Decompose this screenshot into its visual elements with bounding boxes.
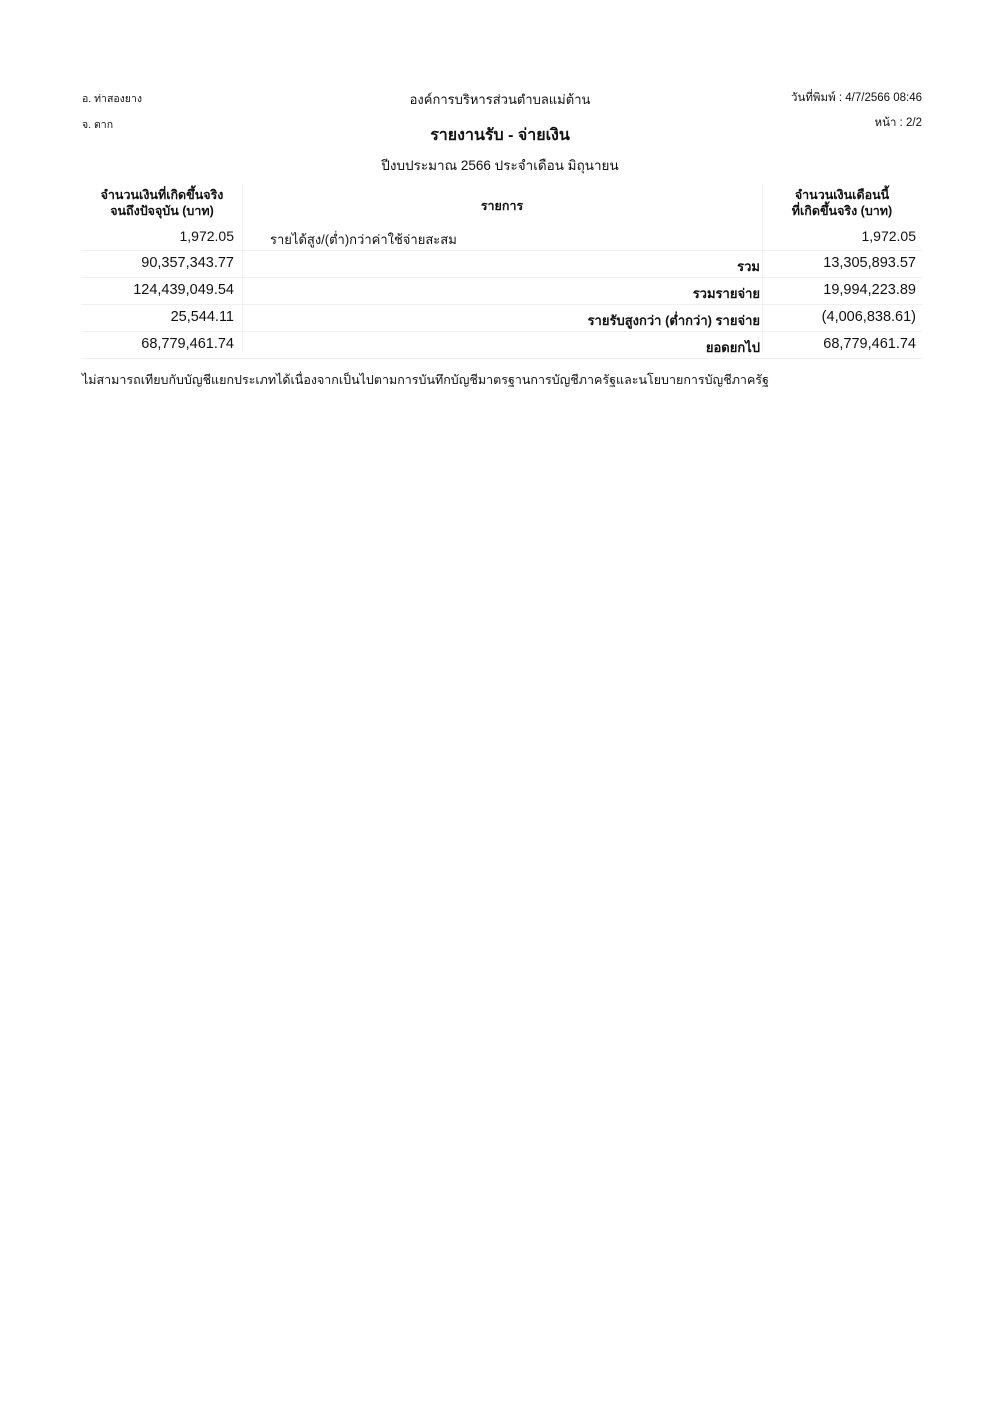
month-amount: 68,779,461.74: [823, 336, 916, 352]
table-row: [82, 278, 922, 305]
table-row: [82, 224, 922, 251]
page-number: หน้า : 2/2: [874, 117, 922, 129]
table-row: [82, 251, 922, 278]
district-label: อ. ท่าสองยาง: [82, 93, 142, 105]
column-header-month: [762, 187, 922, 219]
month-amount: 13,305,893.57: [823, 255, 916, 271]
item-label: รวมรายจ่าย: [692, 286, 760, 301]
table-row: [82, 305, 922, 332]
table-header: [82, 184, 922, 224]
cumulative-amount: 25,544.11: [170, 309, 234, 325]
report-table: [82, 184, 922, 359]
cumulative-amount: 90,357,343.77: [141, 255, 234, 271]
header-line: จนถึงปัจจุบัน (บาท): [110, 204, 214, 218]
report-title: รายงานรับ - จ่ายเงิน: [430, 127, 570, 144]
print-date: วันที่พิมพ์ : 4/7/2566 08:46: [791, 92, 922, 104]
header-line: ที่เกิดขึ้นจริง (บาท): [791, 204, 893, 218]
month-amount: 1,972.05: [861, 228, 916, 244]
column-header-item: รายการ: [480, 199, 524, 213]
item-label: ยอดยกไป: [705, 340, 760, 355]
month-amount: 19,994,223.89: [823, 282, 916, 298]
report-subtitle: ปีงบประมาณ 2566 ประจำเดือน มิถุนายน: [381, 158, 619, 173]
cumulative-amount: 68,779,461.74: [141, 336, 234, 352]
table-row: [82, 332, 922, 359]
cumulative-amount: 124,439,049.54: [133, 282, 234, 298]
cumulative-amount: 1,972.05: [179, 228, 234, 244]
column-header-cumulative: [82, 187, 242, 219]
item-label: รายได้สูง/(ต่ำ)กว่าค่าใช้จ่ายสะสม: [270, 232, 457, 247]
footer-note: ไม่สามารถเทียบกับบัญชีแยกประเภทได้เนื่องจากเป็นไปตามการบันทึกบัญชีมาตรฐานการบัญชีภาครัฐและนโยบายการบัญชีภาครัฐ: [82, 373, 769, 387]
month-amount: (4,006,838.61): [821, 309, 916, 325]
header-line: จำนวนเงินที่เกิดขึ้นจริง: [100, 188, 224, 202]
item-label: รายรับสูงกว่า (ต่ำกว่า) รายจ่าย: [587, 313, 760, 328]
item-label: รวม: [737, 259, 760, 274]
province-label: จ. ตาก: [82, 119, 114, 131]
header-line: จำนวนเงินเดือนนี้: [794, 188, 890, 202]
organization-name: องค์การบริหารส่วนตำบลแม่ต้าน: [409, 92, 591, 107]
